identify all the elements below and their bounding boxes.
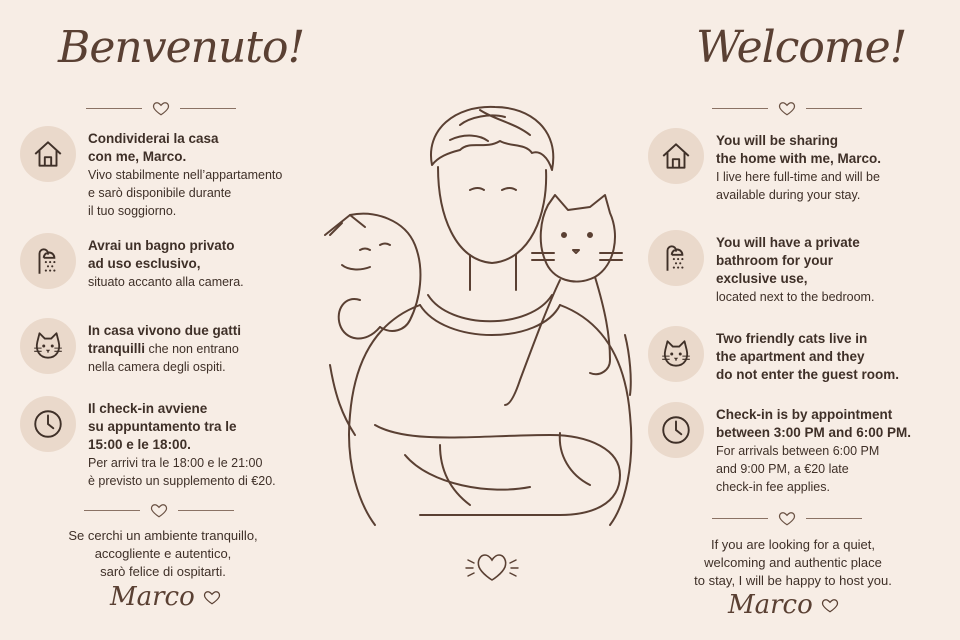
title-benvenuto: Benvenuto!: [58, 22, 305, 73]
item-text: Vivo stabilmente nell’appartamento e sarò disponibile durante il tuo soggiorno.: [88, 168, 283, 218]
clock-icon: [20, 396, 76, 452]
item-title: Avrai un bagno privato ad uso esclusivo,: [88, 238, 235, 271]
heart-icon: [778, 509, 796, 527]
item-text: Per arrivi tra le 18:00 e le 21:00 è previsto un supplemento di €20.: [88, 456, 276, 488]
item-title-wrap: [88, 323, 241, 356]
top-divider: [86, 96, 236, 120]
signature-name: Marco: [728, 590, 813, 620]
info-item-bathroom: [20, 233, 330, 291]
shower-icon: [648, 230, 704, 286]
heart-icon: [152, 99, 170, 117]
clock-icon: [648, 402, 704, 458]
signature: [110, 582, 221, 612]
item-text: located next to the bedroom.: [716, 290, 875, 304]
info-item-bathroom: [648, 230, 958, 306]
heart-icon: [821, 596, 839, 614]
item-title: Condividerai la casa con me, Marco.: [88, 131, 219, 164]
bottom-divider: [712, 506, 862, 530]
top-divider: [712, 96, 862, 120]
info-item-house: [648, 128, 958, 204]
item-text: I live here full-time and will be available during your stay.: [716, 170, 880, 202]
man-with-cats-illustration: [320, 95, 650, 535]
info-item-cats: [20, 318, 330, 376]
item-text-after: che non entrano: [145, 342, 239, 356]
info-item-house: [20, 126, 330, 220]
bottom-divider: [84, 498, 234, 522]
shower-icon: [20, 233, 76, 289]
cat-icon: [20, 318, 76, 374]
info-item-checkin: [20, 396, 330, 490]
english-column: [648, 0, 958, 640]
heart-icon: [150, 501, 168, 519]
signature: [728, 590, 839, 620]
house-icon: [648, 128, 704, 184]
info-item-cats: [648, 326, 958, 384]
italian-column: [20, 0, 330, 640]
item-text: nella camera degli ospiti.: [88, 360, 226, 374]
heart-icon: [778, 99, 796, 117]
item-title: You will have a private bathroom for your exclusive use,: [716, 235, 860, 286]
item-title: Il check-in avviene su appuntamento tra le 15:00 e le 18:00.: [88, 401, 237, 452]
house-icon: [20, 126, 76, 182]
item-text: situato accanto alla camera.: [88, 275, 244, 289]
item-text: For arrivals between 6:00 PM and 9:00 PM, a €20 late check-in fee applies.: [716, 444, 880, 494]
info-item-checkin: [648, 402, 958, 496]
closing-text: If you are looking for a quiet, welcoming and authentic place to stay, I will be happy to host you.: [694, 537, 892, 588]
closing-text: Se cerchi un ambiente tranquillo, accogliente e autentico, sarò felice di ospitarti.: [68, 528, 258, 579]
heart-icon: [203, 588, 221, 606]
item-title: In casa vivono due gatti tranquilli: [88, 323, 242, 356]
sparkle-heart-icon: [462, 546, 522, 586]
signature-name: Marco: [110, 582, 195, 612]
item-title: You will be sharing the home with me, Marco.: [716, 133, 882, 166]
item-title: Check-in is by appointment between 3:00 PM and 6:00 PM.: [716, 407, 912, 440]
cat-icon: [648, 326, 704, 382]
title-welcome: Welcome!: [696, 22, 907, 73]
item-title: Two friendly cats live in the apartment and they do not enter the guest room.: [716, 331, 900, 382]
